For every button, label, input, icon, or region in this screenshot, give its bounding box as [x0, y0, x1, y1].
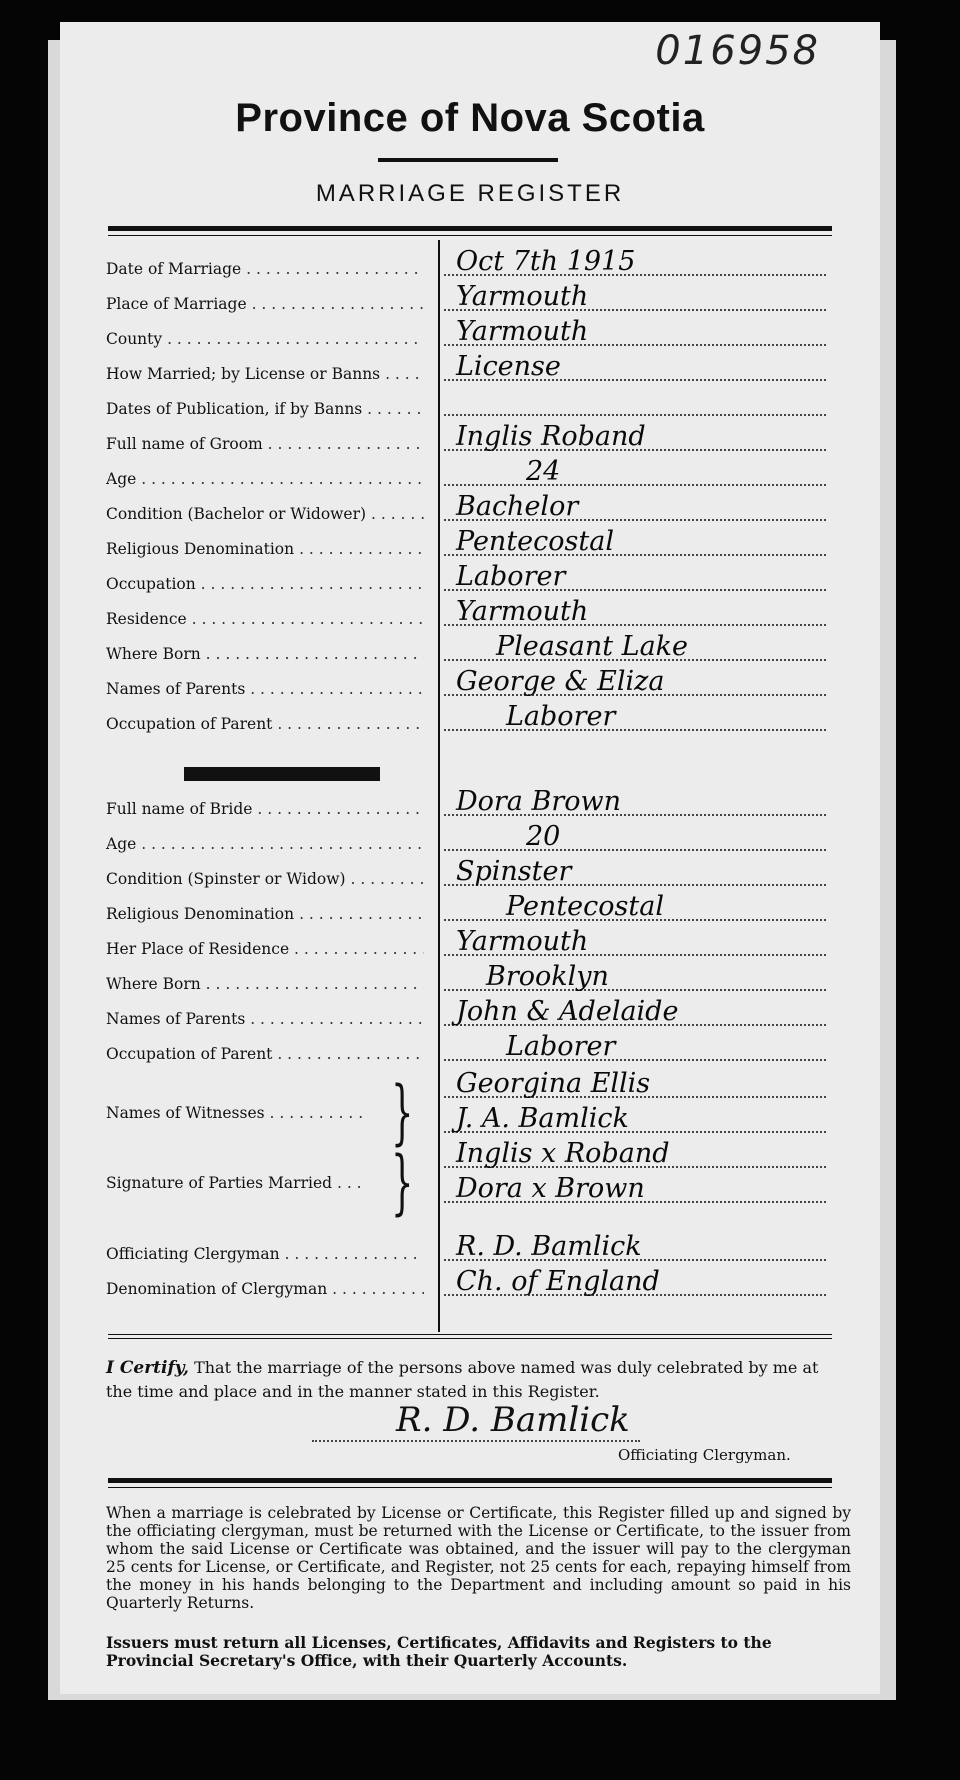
field-row — [106, 631, 826, 663]
field-row — [106, 281, 826, 313]
issuer-notice: Issuers must return all Licenses, Certificates, Affidavits and Registers to the Provincial Secretary's Office, with their Quarterly Accounts. — [106, 1633, 772, 1670]
handwritten-value: Pentecostal — [506, 891, 664, 922]
signature-row — [106, 1173, 826, 1205]
handwritten-value: 24 — [526, 456, 561, 487]
signature-row — [106, 1138, 826, 1170]
field-label: Denomination of Clergyman . . . — [106, 1280, 424, 1298]
field-row — [106, 456, 826, 488]
handwritten-value: Oct 7th 1915 — [456, 246, 636, 277]
field-label: Condition (Spinster or Widow) . . . — [106, 870, 424, 888]
party-signature: Inglis x Roband — [456, 1138, 670, 1169]
instructions-notice: When a marriage is celebrated by License or Certificate, this Register filled up and signed by the officiating clergyman, must be returned with the License or Certificate, to the issuer from whom the said License or Certificate was obtained, and the issuer will pay to the clergyman 25 cents for License, or Certificate, and Register, not 25 cents for each, repaying himself from the money in his hands belonging to the Department and including amount so paid in his Quarterly Returns. — [106, 1504, 851, 1612]
field-label: Date of Marriage . . . — [106, 260, 424, 278]
handwritten-value: Yarmouth — [456, 596, 589, 627]
marriage-register-form — [60, 22, 880, 1694]
handwritten-value: John & Adelaide — [456, 996, 679, 1027]
handwritten-value: Yarmouth — [456, 316, 589, 347]
field-row — [106, 666, 826, 698]
handwritten-value: Yarmouth — [456, 926, 589, 957]
brace-icon: } — [391, 1071, 414, 1153]
handwritten-value: George & Eliza — [456, 666, 665, 697]
field-label: Occupation of Parent . . . — [106, 715, 424, 733]
field-row — [106, 786, 826, 818]
field-label: Where Born . . . — [106, 975, 424, 993]
witness-row — [106, 1068, 826, 1100]
handwritten-value: Inglis Roband — [456, 421, 646, 452]
handwritten-value: Pentecostal — [456, 526, 614, 557]
field-label: Full name of Groom . . . — [106, 435, 424, 453]
field-label: Where Born . . . — [106, 645, 424, 663]
certify-lead: I Certify, — [106, 1358, 189, 1378]
witness-row — [106, 1103, 826, 1135]
field-label: Names of Parents . . . — [106, 1010, 424, 1028]
clergyman-signature: R. D. Bamlick — [396, 1400, 630, 1440]
field-row — [106, 926, 826, 958]
field-row — [106, 961, 826, 993]
handwritten-value: Ch. of England — [456, 1266, 660, 1297]
field-row — [106, 1031, 826, 1063]
signature-line — [312, 1440, 640, 1442]
field-row — [106, 821, 826, 853]
signatures-label: Signature of Parties Married . . . — [106, 1174, 362, 1192]
handwritten-value: Dora Brown — [456, 786, 621, 817]
field-label: Occupation of Parent . . . — [106, 1045, 424, 1063]
certification-statement — [106, 1356, 846, 1404]
signature-caption: Officiating Clergyman. — [618, 1446, 791, 1464]
certify-rule-top-2 — [108, 1338, 832, 1339]
field-label: Occupation . . . — [106, 575, 424, 593]
handwritten-value: Laborer — [506, 701, 616, 732]
field-row — [106, 491, 826, 523]
certify-rule-top — [108, 1334, 832, 1335]
handwritten-value: Laborer — [456, 561, 566, 592]
field-label: Age . . . — [106, 835, 424, 853]
form-subtitle: MARRIAGE REGISTER — [315, 180, 625, 207]
field-row — [106, 856, 826, 888]
handwritten-value: Pleasant Lake — [496, 631, 689, 662]
field-label: County . . . — [106, 330, 424, 348]
field-row — [106, 392, 826, 418]
field-row — [106, 996, 826, 1028]
field-row — [106, 316, 826, 348]
handwritten-value: 20 — [526, 821, 561, 852]
field-label: Religious Denomination . . . — [106, 540, 424, 558]
field-row — [106, 526, 826, 558]
header-rule — [108, 226, 832, 231]
field-label: Officiating Clergyman . . . — [106, 1245, 424, 1263]
field-row — [106, 561, 826, 593]
field-row — [106, 246, 826, 278]
handwritten-value: License — [456, 351, 561, 382]
handwritten-value: Brooklyn — [486, 961, 609, 992]
header-rule-thin — [108, 235, 832, 236]
handwritten-value: Yarmouth — [456, 281, 589, 312]
section-separator-bar — [184, 767, 380, 781]
field-label: Religious Denomination . . . — [106, 905, 424, 923]
handwritten-value: Spinster — [456, 856, 572, 887]
field-label: Dates of Publication, if by Banns . . . — [106, 400, 424, 418]
field-label: Place of Marriage . . . — [106, 295, 424, 313]
handwritten-value: Bachelor — [456, 491, 579, 522]
field-row — [106, 891, 826, 923]
field-row — [106, 596, 826, 628]
register-number: 016958 — [655, 28, 820, 74]
field-label: How Married; by License or Banns . . . — [106, 365, 424, 383]
field-label: Full name of Bride . . . — [106, 800, 424, 818]
notice-rule-thin — [108, 1487, 832, 1488]
title-underline — [378, 158, 558, 162]
page-title: Province of Nova Scotia — [235, 96, 705, 140]
witnesses-label: Names of Witnesses . . . . . . . . . . — [106, 1104, 364, 1122]
certify-text: That the marriage of the persons above named was duly celebrated by me at the time and place and in the manner stated in this Register. — [106, 1358, 819, 1401]
field-label: Residence . . . — [106, 610, 424, 628]
field-label: Her Place of Residence . . . — [106, 940, 424, 958]
brace-icon: } — [391, 1141, 414, 1223]
field-row — [106, 1266, 826, 1298]
handwritten-value: R. D. Bamlick — [456, 1231, 642, 1262]
handwritten-value: Laborer — [506, 1031, 616, 1062]
field-row — [106, 351, 826, 383]
field-row — [106, 421, 826, 453]
field-label: Age . . . — [106, 470, 424, 488]
notice-rule — [108, 1478, 832, 1483]
party-signature: Dora x Brown — [456, 1173, 645, 1204]
field-label: Names of Parents . . . — [106, 680, 424, 698]
field-label: Condition (Bachelor or Widower) . . . — [106, 505, 424, 523]
field-row — [106, 701, 826, 733]
witness-name: Georgina Ellis — [456, 1068, 651, 1099]
field-row — [106, 1231, 826, 1263]
witness-name: J. A. Bamlick — [456, 1103, 629, 1134]
